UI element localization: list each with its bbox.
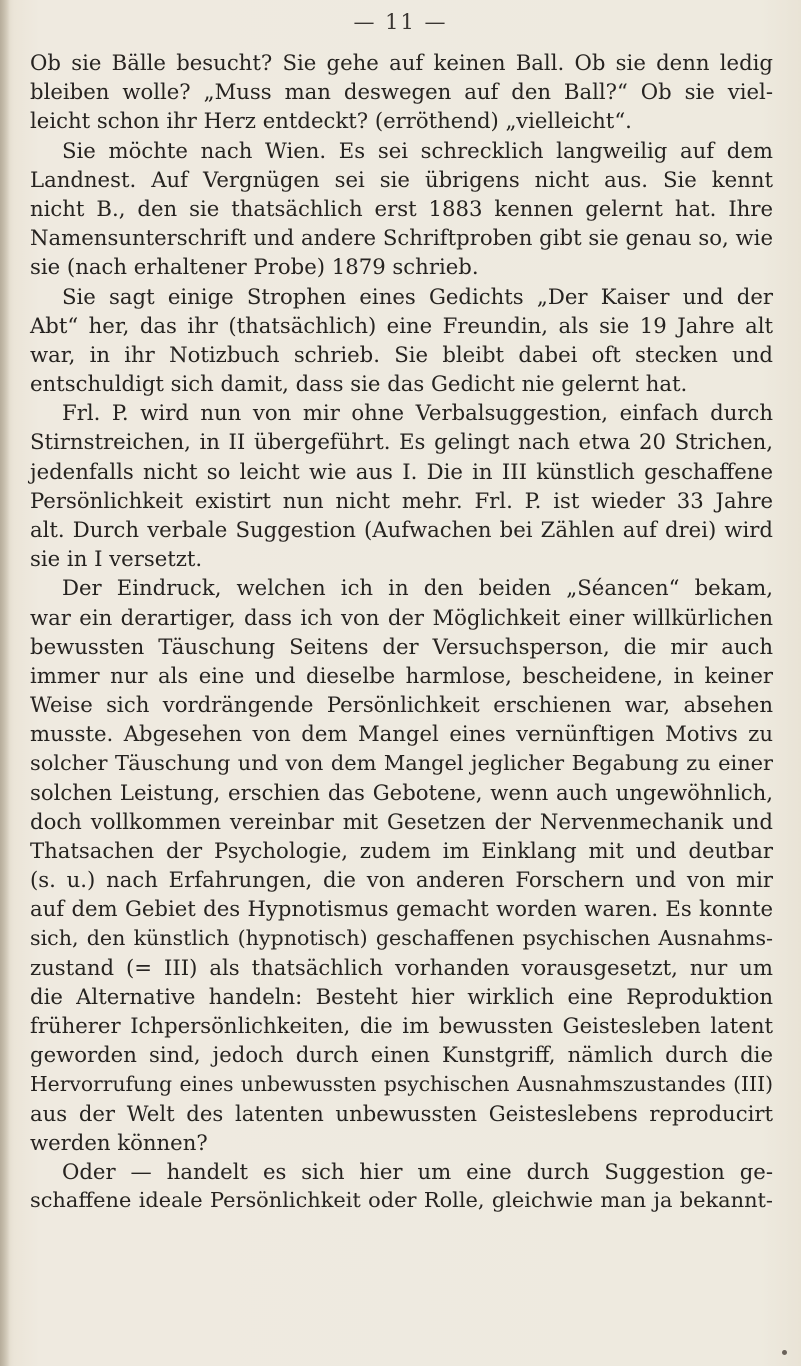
text-line: zustand (= III) als thatsächlich vorhanden vorausgesetzt, nur um: [30, 954, 773, 980]
text-line: Oder — handelt es sich hier um eine durch Suggestion ge-: [62, 1159, 773, 1185]
page-number: — 11 —: [353, 10, 448, 34]
text-line: Der Eindruck, welchen ich in den beiden „Séancen“ bekam,: [62, 575, 773, 601]
text-line: (s. u.) nach Erfahrungen, die von anderen Forschern und von mir: [30, 867, 773, 893]
text-line: sie (nach erhaltener Probe) 1879 schrieb.: [30, 254, 479, 280]
text-line: bewussten Täuschung Seitens der Versuchsperson, die mir auch: [30, 633, 773, 659]
gutter-shadow: [0, 0, 10, 1366]
text-line: geworden sind, jedoch durch einen Kunstgriff, nämlich durch die: [30, 1042, 773, 1068]
text-line: Persönlichkeit existirt nun nicht mehr. Frl. P. ist wieder 33 Jahre: [30, 487, 773, 513]
text-line: schaffene ideale Persönlichkeit oder Rolle, gleichwie man ja bekannt-: [30, 1188, 773, 1213]
text-line: Sie möchte nach Wien. Es sei schrecklich langweilig auf dem: [62, 137, 773, 163]
text-line: immer nur als eine und dieselbe harmlose, bescheidene, in keiner: [30, 662, 773, 688]
text-line: Hervorrufung eines unbewussten psychischen Ausnahmszustandes (III): [30, 1071, 773, 1096]
text-line: nicht B., den sie thatsächlich erst 1883 kennen gelernt hat. Ihre: [30, 195, 773, 221]
text-line: solchen Leistung, erschien das Gebotene, wenn auch ungewöhnlich,: [30, 779, 773, 805]
ink-speck: [782, 1350, 787, 1355]
text-line: entschuldigt sich damit, dass sie das Gedicht nie gelernt hat.: [30, 371, 688, 397]
text-line: war, in ihr Notizbuch schrieb. Sie bleibt dabei oft stecken und: [30, 341, 773, 367]
text-line: war ein derartiger, dass ich von der Möglichkeit einer willkürlichen: [30, 604, 773, 630]
text-line: leicht schon ihr Herz entdeckt? (erröthend) „vielleicht“.: [30, 108, 632, 134]
text-line: alt. Durch verbale Suggestion (Aufwachen bei Zählen auf drei) wird: [30, 517, 773, 542]
text-line: Abt“ her, das ihr (thatsächlich) eine Freundin, als sie 19 Jahre alt: [30, 312, 773, 338]
text-line: Sie sagt einige Strophen eines Gedichts „Der Kaiser und der: [62, 283, 773, 309]
text-line: früherer Ichpersönlichkeiten, die im bewussten Geistesleben latent: [30, 1013, 773, 1039]
text-line: Ob sie Bälle besucht? Sie gehe auf keinen Ball. Ob sie denn ledig: [30, 50, 773, 75]
text-line: auf dem Gebiet des Hypnotismus gemacht worden waren. Es konnte: [30, 896, 773, 922]
text-line: jedenfalls nicht so leicht wie aus I. Die in III künstlich geschaffene: [30, 458, 773, 484]
body-text: [30, 48, 773, 1216]
text-line: aus der Welt des latenten unbewussten Geisteslebens reproducirt: [30, 1100, 773, 1126]
text-line: Namensunterschrift und andere Schriftproben gibt sie genau so, wie: [30, 225, 773, 251]
text-line: bleiben wolle? „Muss man deswegen auf den Ball?“ Ob sie viel-: [30, 79, 773, 105]
text-line: Weise sich vordrängende Persönlichkeit erschienen war, absehen: [30, 692, 773, 718]
text-line: werden können?: [30, 1129, 208, 1155]
text-line: Stirnstreichen, in II übergeführt. Es gelingt nach etwa 20 Strichen,: [30, 429, 773, 455]
text-line: sich, den künstlich (hypnotisch) geschaffenen psychischen Ausnahms-: [30, 925, 773, 950]
text-line: doch vollkommen vereinbar mit Gesetzen der Nervenmechanik und: [30, 808, 773, 834]
text-line: musste. Abgesehen von dem Mangel eines vernünftigen Motivs zu: [30, 721, 773, 747]
text-line: Thatsachen der Psychologie, zudem im Einklang mit und deutbar: [30, 838, 773, 864]
text-line: Landnest. Auf Vergnügen sei sie übrigens nicht aus. Sie kennt: [30, 166, 773, 192]
text-line: die Alternative handeln: Besteht hier wirklich eine Reproduktion: [30, 984, 773, 1009]
text-line: solcher Täuschung und von dem Mangel jeglicher Begabung zu einer: [30, 750, 773, 775]
text-line: sie in I versetzt.: [30, 546, 203, 572]
text-line: Frl. P. wird nun von mir ohne Verbalsuggestion, einfach durch: [62, 400, 773, 426]
